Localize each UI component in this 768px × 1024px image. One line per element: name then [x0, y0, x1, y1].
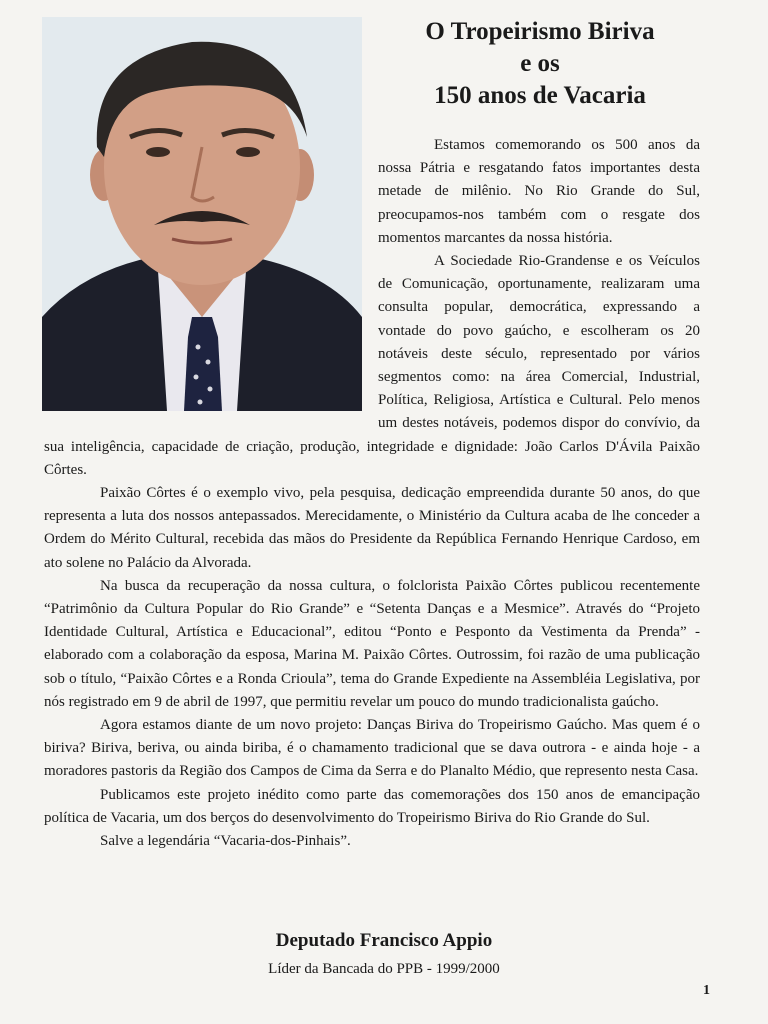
paragraph-1: Estamos comemorando os 500 anos da nossa Pátria e resgatando fatos importantes desta metade de milênio. No Rio Grande do Sul, preocupamos-nos também com o resgate dos momentos marcantes da nossa história. [378, 137, 700, 246]
page-number: 1 [703, 983, 710, 998]
photo-wrap-spacer [44, 134, 378, 424]
paragraph-6: Publicamos este projeto inédito como parte das comemorações dos 150 anos de emancipação política de Vacaria, um dos berços do desenvolvimento do Tropeirismo Biriva do Rio Grande do Sul. [44, 786, 700, 826]
paragraph-2: A Sociedade Rio-Grandense e os Veículos de Comunicação, oportunamente, realizaram uma consulta popular, democrática, expressando a vontade do povo gaúcho, e escolheram os 20 notáveis deste século, representado por vários segmentos como: na área Comercial, Industrial, Política, Religiosa, Artística e Cultural. Pelo menos um destes notáveis, podemos dispor do convívio, da sua inteligência, capacidade de criação, produção, integridade e dignidade: João Carlos D'Ávila Paixão Côrtes. [44, 253, 700, 478]
page-title [370, 16, 710, 112]
paragraph-4: Na busca da recuperação da nossa cultura, o folclorista Paixão Côrtes publicou recentemente “Patrimônio da Cultura Popular do Rio Grande” e “Setenta Danças e a Mesmice”. Através do “Projeto Identidade Cultural, Artística e Educacional”, editou “Ponto e Pesponto da Vestimenta da Prenda” - elaborado com a colaboração da esposa, Marina M. Paixão Côrtes. Outrossim, foi razão de uma publicação sob o título, “Paixão Côrtes e a Ronda Crioula”, tema do Grande Expediente na Assembléia Legislativa, por nós registrado em 9 de abril de 1997, que permitiu revelar um pouco do mundo tradicionalista gaúcho. [44, 577, 700, 710]
title-line-2: e os [520, 50, 560, 77]
paragraph-5: Agora estamos diante de um novo projeto: Danças Biriva do Tropeirismo Gaúcho. Mas quem é o biriva? Biriva, beriva, ou ainda biriba, é o chamamento tradicional que se dava outrora - e ainda hoje - a moradores pastoris da Região dos Campos de Cima da Serra e do Planalto Médio, que represento nesta Casa. [44, 717, 700, 780]
title-line-1: O Tropeirismo Biriva [425, 18, 655, 45]
title-line-3: 150 anos de Vacaria [434, 82, 646, 109]
signature-role: Líder da Bancada do PPB - 1999/2000 [268, 961, 500, 977]
body-text [44, 134, 700, 853]
paragraph-3: Paixão Côrtes é o exemplo vivo, pela pesquisa, dedicação empreendida durante 50 anos, do que representa a luta dos nossos antepassados. Merecidamente, o Ministério da Cultura acaba de lhe conceder a Ordem do Mérito Cultural, recebida das mãos do Presidente da República Fernando Henrique Cardoso, em ato solene no Palácio da Alvorada. [44, 485, 700, 571]
paragraph-7: Salve a legendária “Vacaria-dos-Pinhais”. [100, 833, 351, 850]
signature-name: Deputado Francisco Appio [275, 930, 493, 951]
